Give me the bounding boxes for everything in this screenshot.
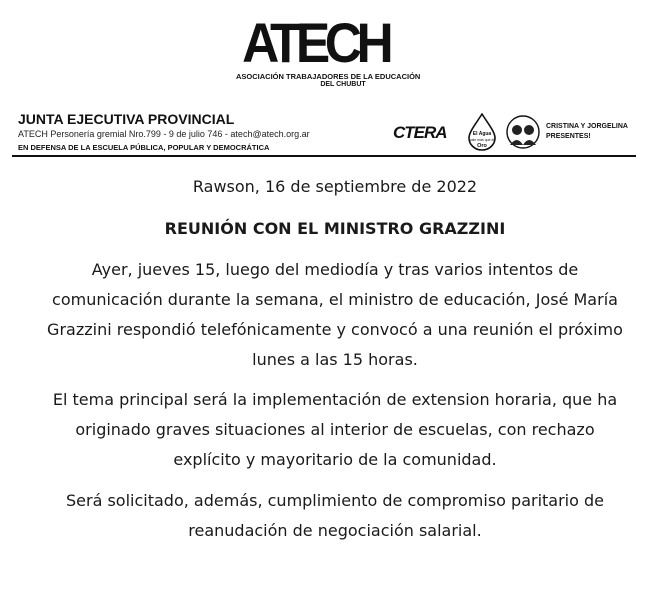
tribute-line1: CRISTINA Y JORGELINA — [546, 123, 628, 130]
paragraph-line: comunicación durante la semana, el ministro de educación, José María — [52, 290, 618, 309]
paragraph-2 — [18, 385, 652, 475]
logo-wordmark: ATECH — [242, 11, 389, 74]
paragraph-line: Grazzini respondió telefónicamente y convocó a una reunión el próximo — [47, 320, 623, 339]
paragraph-1 — [18, 255, 652, 375]
ctera-logo: CTERA — [393, 123, 447, 142]
junta-heading: JUNTA EJECUTIVA PROVINCIAL — [18, 111, 235, 127]
org-name-line2: DEL CHUBUT — [320, 81, 366, 88]
paragraph-line: explícito y mayoritario de la comunidad. — [173, 450, 497, 469]
svg-text:vale más que el: vale más que el — [469, 138, 495, 142]
slogan-line: EN DEFENSA DE LA ESCUELA PÚBLICA, POPULAR Y DEMOCRÁTICA — [18, 143, 270, 152]
atech-logo — [233, 11, 421, 88]
paragraph-line: Ayer, jueves 15, luego del mediodía y tras varios intentos de — [91, 260, 579, 279]
paragraph-line: reanudación de negociación salarial. — [188, 521, 482, 540]
org-name-line1: ASOCIACIÓN TRABAJADORES DE LA EDUCACIÓN — [236, 72, 421, 81]
water-drop-logo — [467, 113, 497, 151]
tribute-line2: PRESENTES! — [546, 133, 591, 140]
paragraph-line: originado graves situaciones al interior de escuelas, con rechazo — [75, 420, 595, 439]
document-title: REUNIÓN CON EL MINISTRO GRAZZINI — [164, 219, 506, 238]
paragraph-line: Será solicitado, además, cumplimiento de compromiso paritario de — [66, 491, 604, 510]
document-date: Rawson, 16 de septiembre de 2022 — [192, 177, 478, 196]
header-divider — [12, 155, 636, 157]
paragraph-line: El tema principal será la implementación de extension horaria, que ha — [52, 390, 618, 409]
portraits-logo — [506, 115, 540, 149]
paragraph-3 — [18, 486, 652, 546]
tribute-text — [546, 122, 628, 142]
paragraph-line: lunes a las 15 horas. — [252, 350, 418, 369]
contact-line: ATECH Personería gremial Nro.799 - 9 de julio 746 - atech@atech.org.ar — [18, 129, 310, 139]
svg-text:El Agua: El Agua — [472, 131, 492, 137]
svg-text:Oro: Oro — [477, 143, 487, 149]
